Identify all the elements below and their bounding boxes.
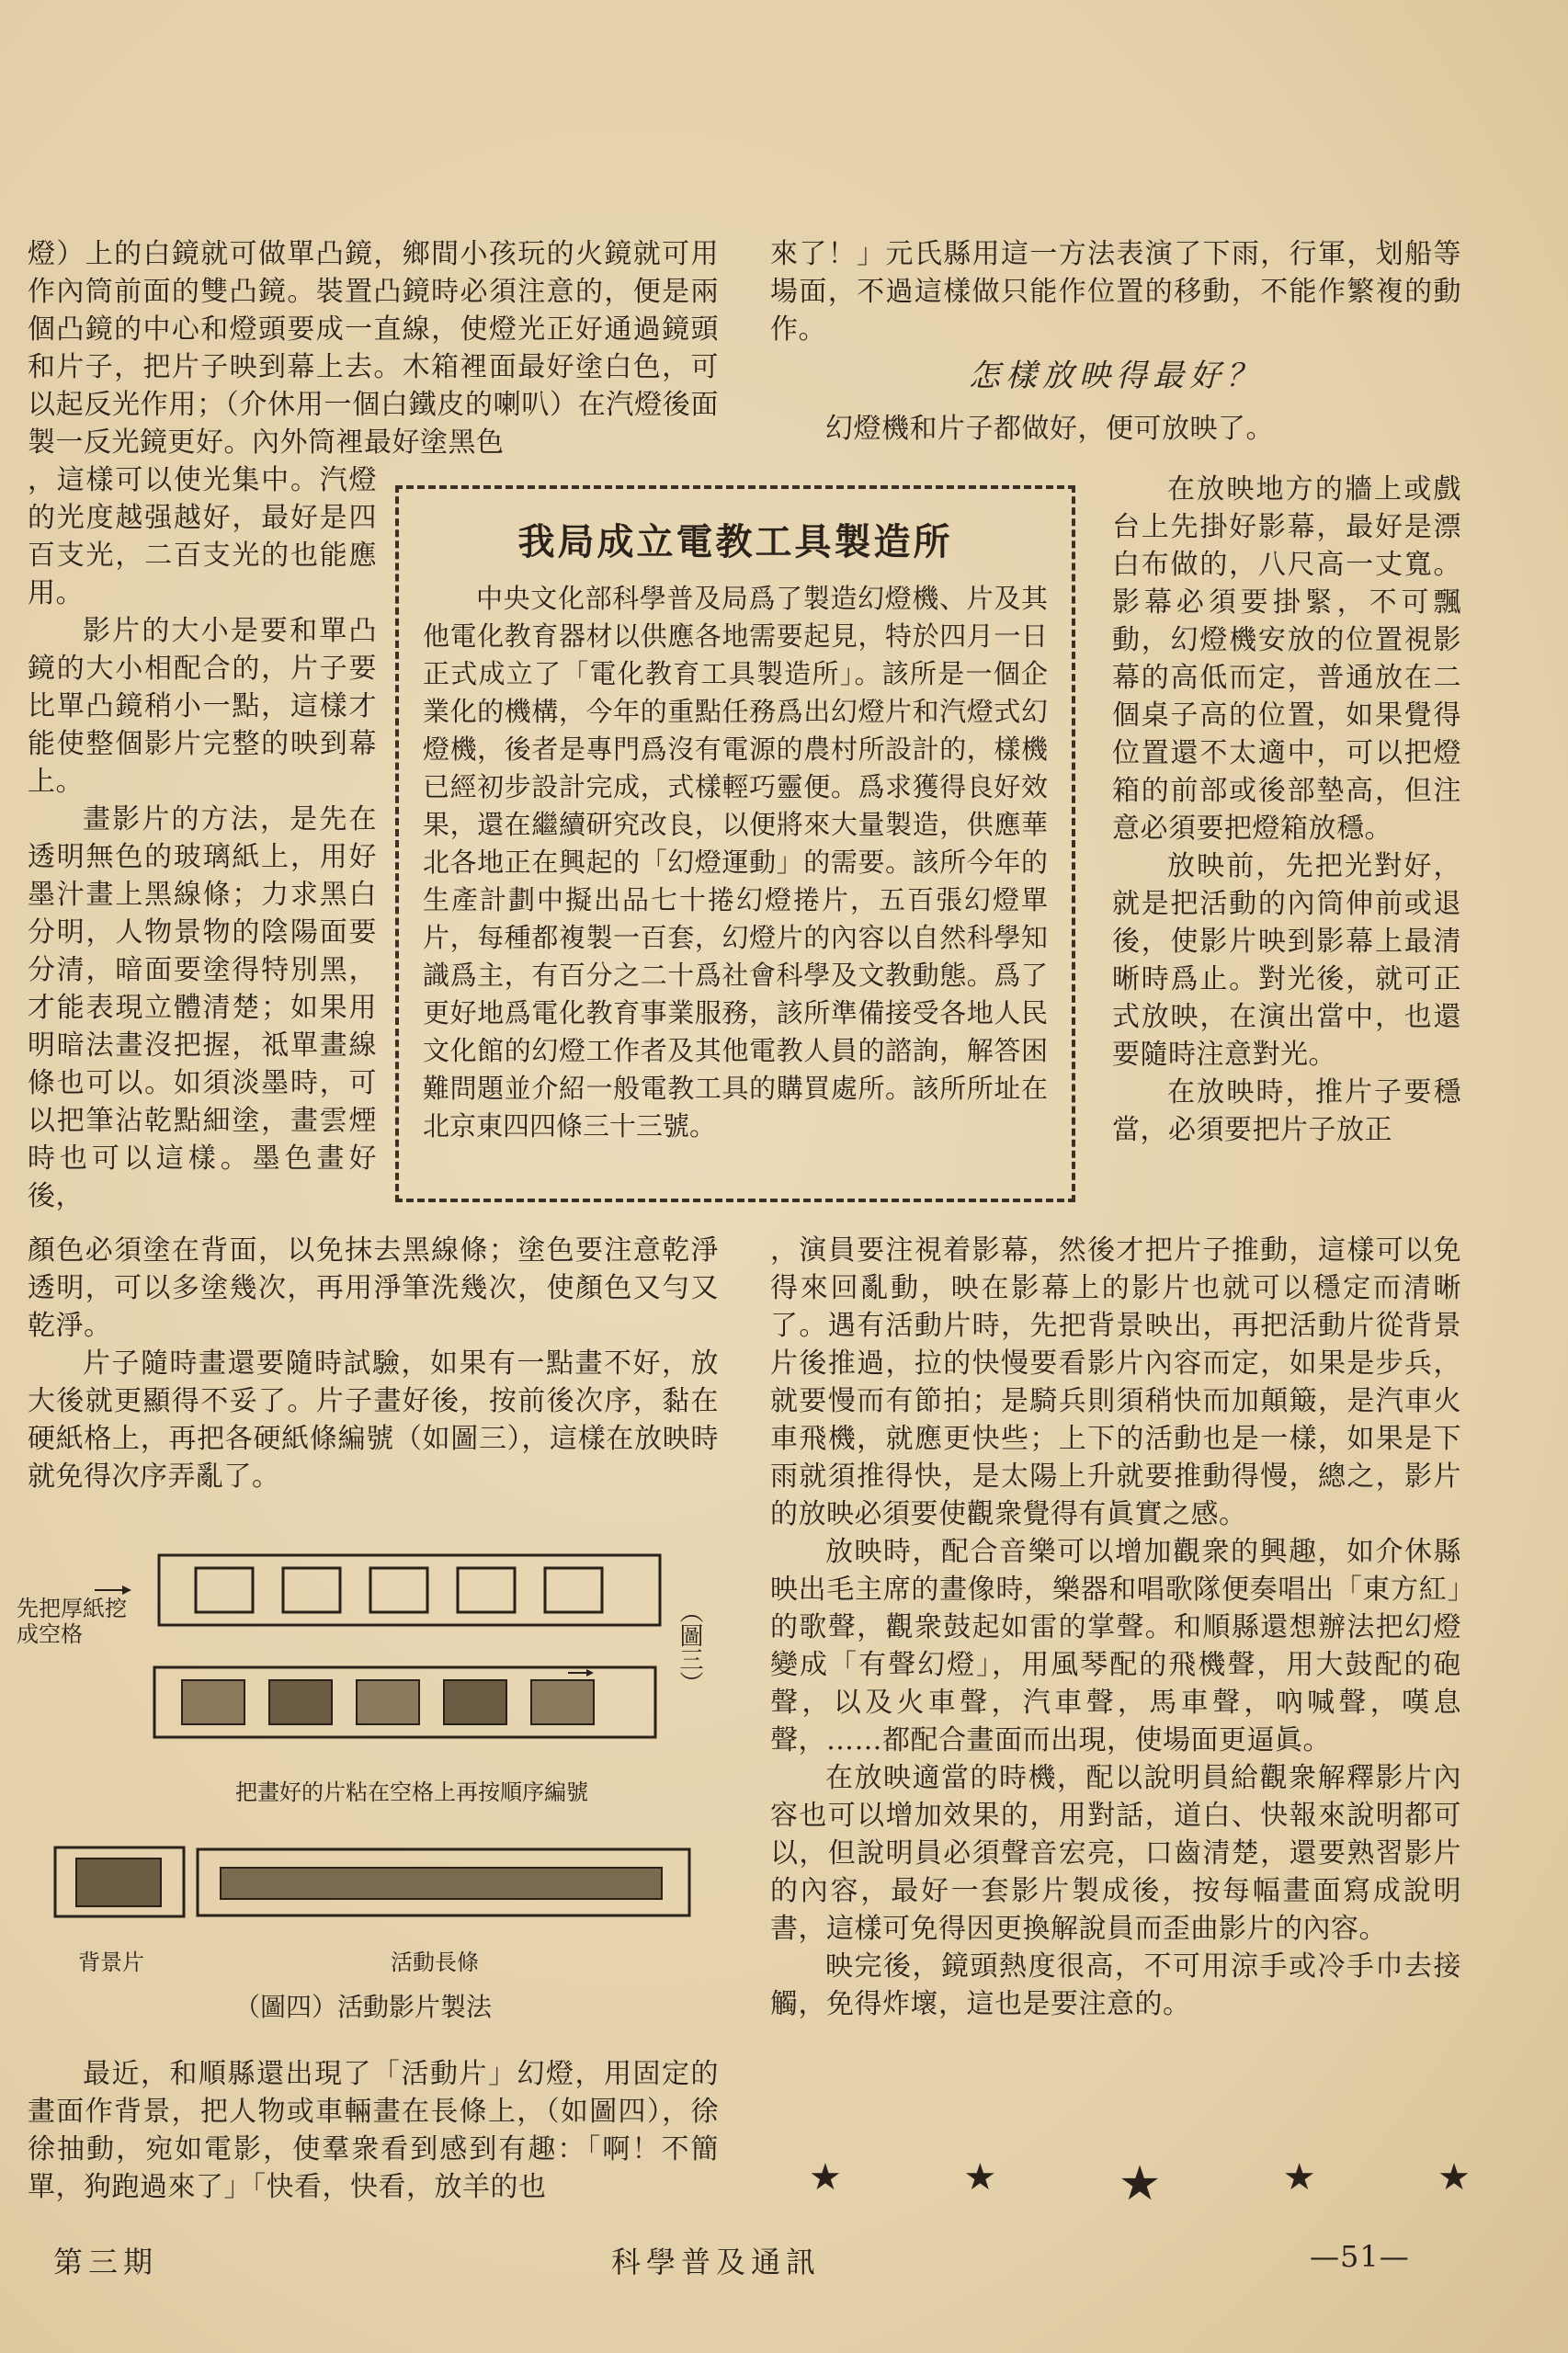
figure-4: [51, 1838, 694, 2031]
paragraph: 放映前，先把光對好，就是把活動的內筒伸前或退後，使影片映到影幕上最清晰時爲止。對光後，就可正式放映，在演出當中，也還要隨時注意對光。: [1112, 850, 1461, 1071]
paragraph: 放映時，配合音樂可以增加觀衆的興趣，如介休縣映出毛主席的畫像時，樂器和唱歌隊便奏唱出「東方紅」的歌聲，觀衆鼓起如雷的掌聲。和順縣還想辦法把幻燈變成「有聲幻燈」，用風琴配的飛機聲，用大鼓配的砲聲，以及火車聲，汽車聲，馬車聲，吶喊聲，嘆息聲，……都配合畫面而出現，使場面更逼眞。: [770, 1536, 1461, 1756]
right-column-top: [770, 235, 1461, 448]
paragraph: 最近，和順縣還出現了「活動片」幻燈，用固定的畫面作背景，把人物或車輛畫在長條上，（如圖四），徐徐抽動，宛如電影，使羣衆看到感到有趣：「啊！不簡單，狗跑過來了」「快看，快看，放羊的也: [28, 2058, 719, 2203]
paragraph: 來了！」元氏縣用這一方法表演了下雨，行軍，划船等場面，不過這樣做只能作位置的移動，不能作繁複的動作。: [770, 238, 1461, 346]
figure-3-vertical-caption: （圖三）: [676, 1599, 703, 1695]
section-title: 怎樣放映得最好？: [969, 358, 1263, 394]
star-icon: ★: [1118, 2156, 1162, 2211]
star-icon: ★: [1282, 2156, 1316, 2199]
right-column-narrow: [1112, 471, 1461, 1149]
footer-page-number: —51—: [1310, 2239, 1410, 2274]
right-column-lower: [770, 1232, 1461, 2023]
paragraph: 影片的大小是要和單凸鏡的大小相配合的，片子要比單凸鏡稍小一點，這樣才能使整個影片完整的映到幕上。: [28, 615, 377, 798]
figure-4-background-label: 背景片: [78, 1949, 144, 1975]
paragraph: 畫影片的方法，是先在透明無色的玻璃紙上，用好墨汁畫上黑線條；力求黑白分明，人物景物的陰陽面要分清，暗面要塗得特別黑，才能表現立體清楚；如果用明暗法畫沒把握，祗單畫線條也可以。如須淡墨時，可以把筆沾乾點細塗，畫雲煙時也可以這樣。墨色畫好後，: [28, 803, 377, 1212]
figure-4-drawing: [51, 1838, 694, 1949]
footer-issue: 第三期: [53, 2245, 159, 2279]
figure-4-strip-label: 活動長條: [391, 1949, 479, 1975]
paragraph: ，這樣可以使光集中。汽燈的光度越强越好，最好是四百支光，二百支光的也能應用。: [28, 464, 377, 609]
star-icon: ★: [1437, 2156, 1471, 2199]
left-column-narrow: [28, 461, 377, 1215]
footer-publication: 科學普及通訊: [611, 2245, 822, 2279]
left-column-bottom: [28, 2055, 719, 2206]
paragraph: 在放映地方的牆上或戲台上先掛好影幕，最好是漂白布做的，八尺高一丈寬。影幕必須要掛緊，不可飄動，幻燈機安放的位置視影幕的高低而定，普通放在二個桌子高的位置，如果覺得位置還不太適中，可以把燈箱的前部或後部墊高，但注意必須要把燈箱放穩。: [1112, 473, 1461, 845]
star-icon: ★: [809, 2156, 842, 2199]
left-column-lower: [28, 1232, 719, 1495]
notice-title: 我局成立電教工具製造所: [517, 520, 953, 563]
notice-body: 中央文化部科學普及局爲了製造幻燈機、片及其他電化教育器材以供應各地需要起見，特於四月一日正式成立了「電化教育工具製造所」。該所是一個企業化的機構，今年的重點任務爲出幻燈片和汽燈式幻燈機，後者是專門爲沒有電源的農村所設計的，樣機已經初步設計完成，式樣輕巧靈便。爲求獲得良好效果，還在繼續研究改良，以便將來大量製造，供應華北各地正在興起的「幻燈運動」的需要。該所今年的生產計劃中擬出品七十捲幻燈捲片，五百張幻燈單片，每種都複製一百套，幻燈片的內容以自然科學知識爲主，有百分之二十爲社會科學及文教動態。爲了更好地爲電化教育事業服務，該所準備接受各地人民文化館的幻燈工作者及其他電教人員的諮詢，解答困難問題並介紹一般電教工具的購買處所。該所所址在北京東四四條三十三號。: [423, 583, 1048, 1142]
paragraph: 幻燈機和片子都做好，便可放映了。: [825, 413, 1274, 445]
paragraph: 燈）上的白鏡就可做單凸鏡，鄉間小孩玩的火鏡就可用作內筒前面的雙凸鏡。裝置凸鏡時必須注意的，便是兩個凸鏡的中心和燈頭要成一直線，使燈光正好通過鏡頭和片子，把片子映到幕上去。木箱裡面最好塗白色，可以起反光作用；（介休用一個白鐵皮的喇叭）在汽燈後面製一反光鏡更好。內外筒裡最好塗黑色: [28, 238, 719, 459]
left-column-top: [28, 235, 719, 461]
paragraph: 片子隨時畫還要隨時試驗，如果有一點畫不好，放大後就更顯得不妥了。片子畫好後，按前後次序，黏在硬紙格上，再把各硬紙條編號（如圖三），這樣在放映時就免得次序弄亂了。: [28, 1347, 719, 1493]
paragraph: 在放映時，推片子要穩當，必須要把片子放正: [1112, 1076, 1461, 1146]
paragraph: 在放映適當的時機，配以說明員給觀衆解釋影片內容也可以增加效果的，用對話，道白、快報來說明都可以，但說明員必須聲音宏亮，口齒清楚，還要熟習影片的內容，最好一套影片製成後，按每幅畫面寫成說明書，這樣可免得因更換解說員而歪曲影片的內容。: [770, 1762, 1461, 1945]
notice-box: [395, 485, 1075, 1202]
figure-3-left-label: 先把厚紙挖成空格: [17, 1596, 127, 1647]
star-divider: [809, 2156, 1471, 2211]
figure-3-caption: 把畫好的片粘在空格上再按順序編號: [235, 1779, 588, 1805]
figure-4-caption: （圖四）活動影片製法: [234, 1992, 493, 2022]
paragraph: 映完後，鏡頭熱度很高，不可用涼手或冷手巾去接觸，免得炸壞，這也是要注意的。: [770, 1950, 1461, 2020]
figure-3: [17, 1544, 715, 1811]
figure-3-drawing: [17, 1544, 715, 1811]
star-icon: ★: [963, 2156, 997, 2199]
paragraph: ，演員要注視着影幕，然後才把片子推動，這樣可以免得來回亂動，映在影幕上的影片也就可以穩定而清晰了。遇有活動片時，先把背景映出，再把活動片從背景片後推過，拉的快慢要看影片內容而定，如果是步兵，就要慢而有節拍；是騎兵則須稍快而加顛簸，是汽車火車飛機，就應更快些；上下的活動也是一樣，如果是下雨就須推得快，是太陽上升就要推動得慢，總之，影片的放映必須要使觀衆覺得有眞實之感。: [770, 1234, 1461, 1530]
paragraph: 顏色必須塗在背面，以免抹去黑線條；塗色要注意乾淨透明，可以多塗幾次，再用淨筆洗幾次，使顏色又勻又乾淨。: [28, 1234, 719, 1342]
